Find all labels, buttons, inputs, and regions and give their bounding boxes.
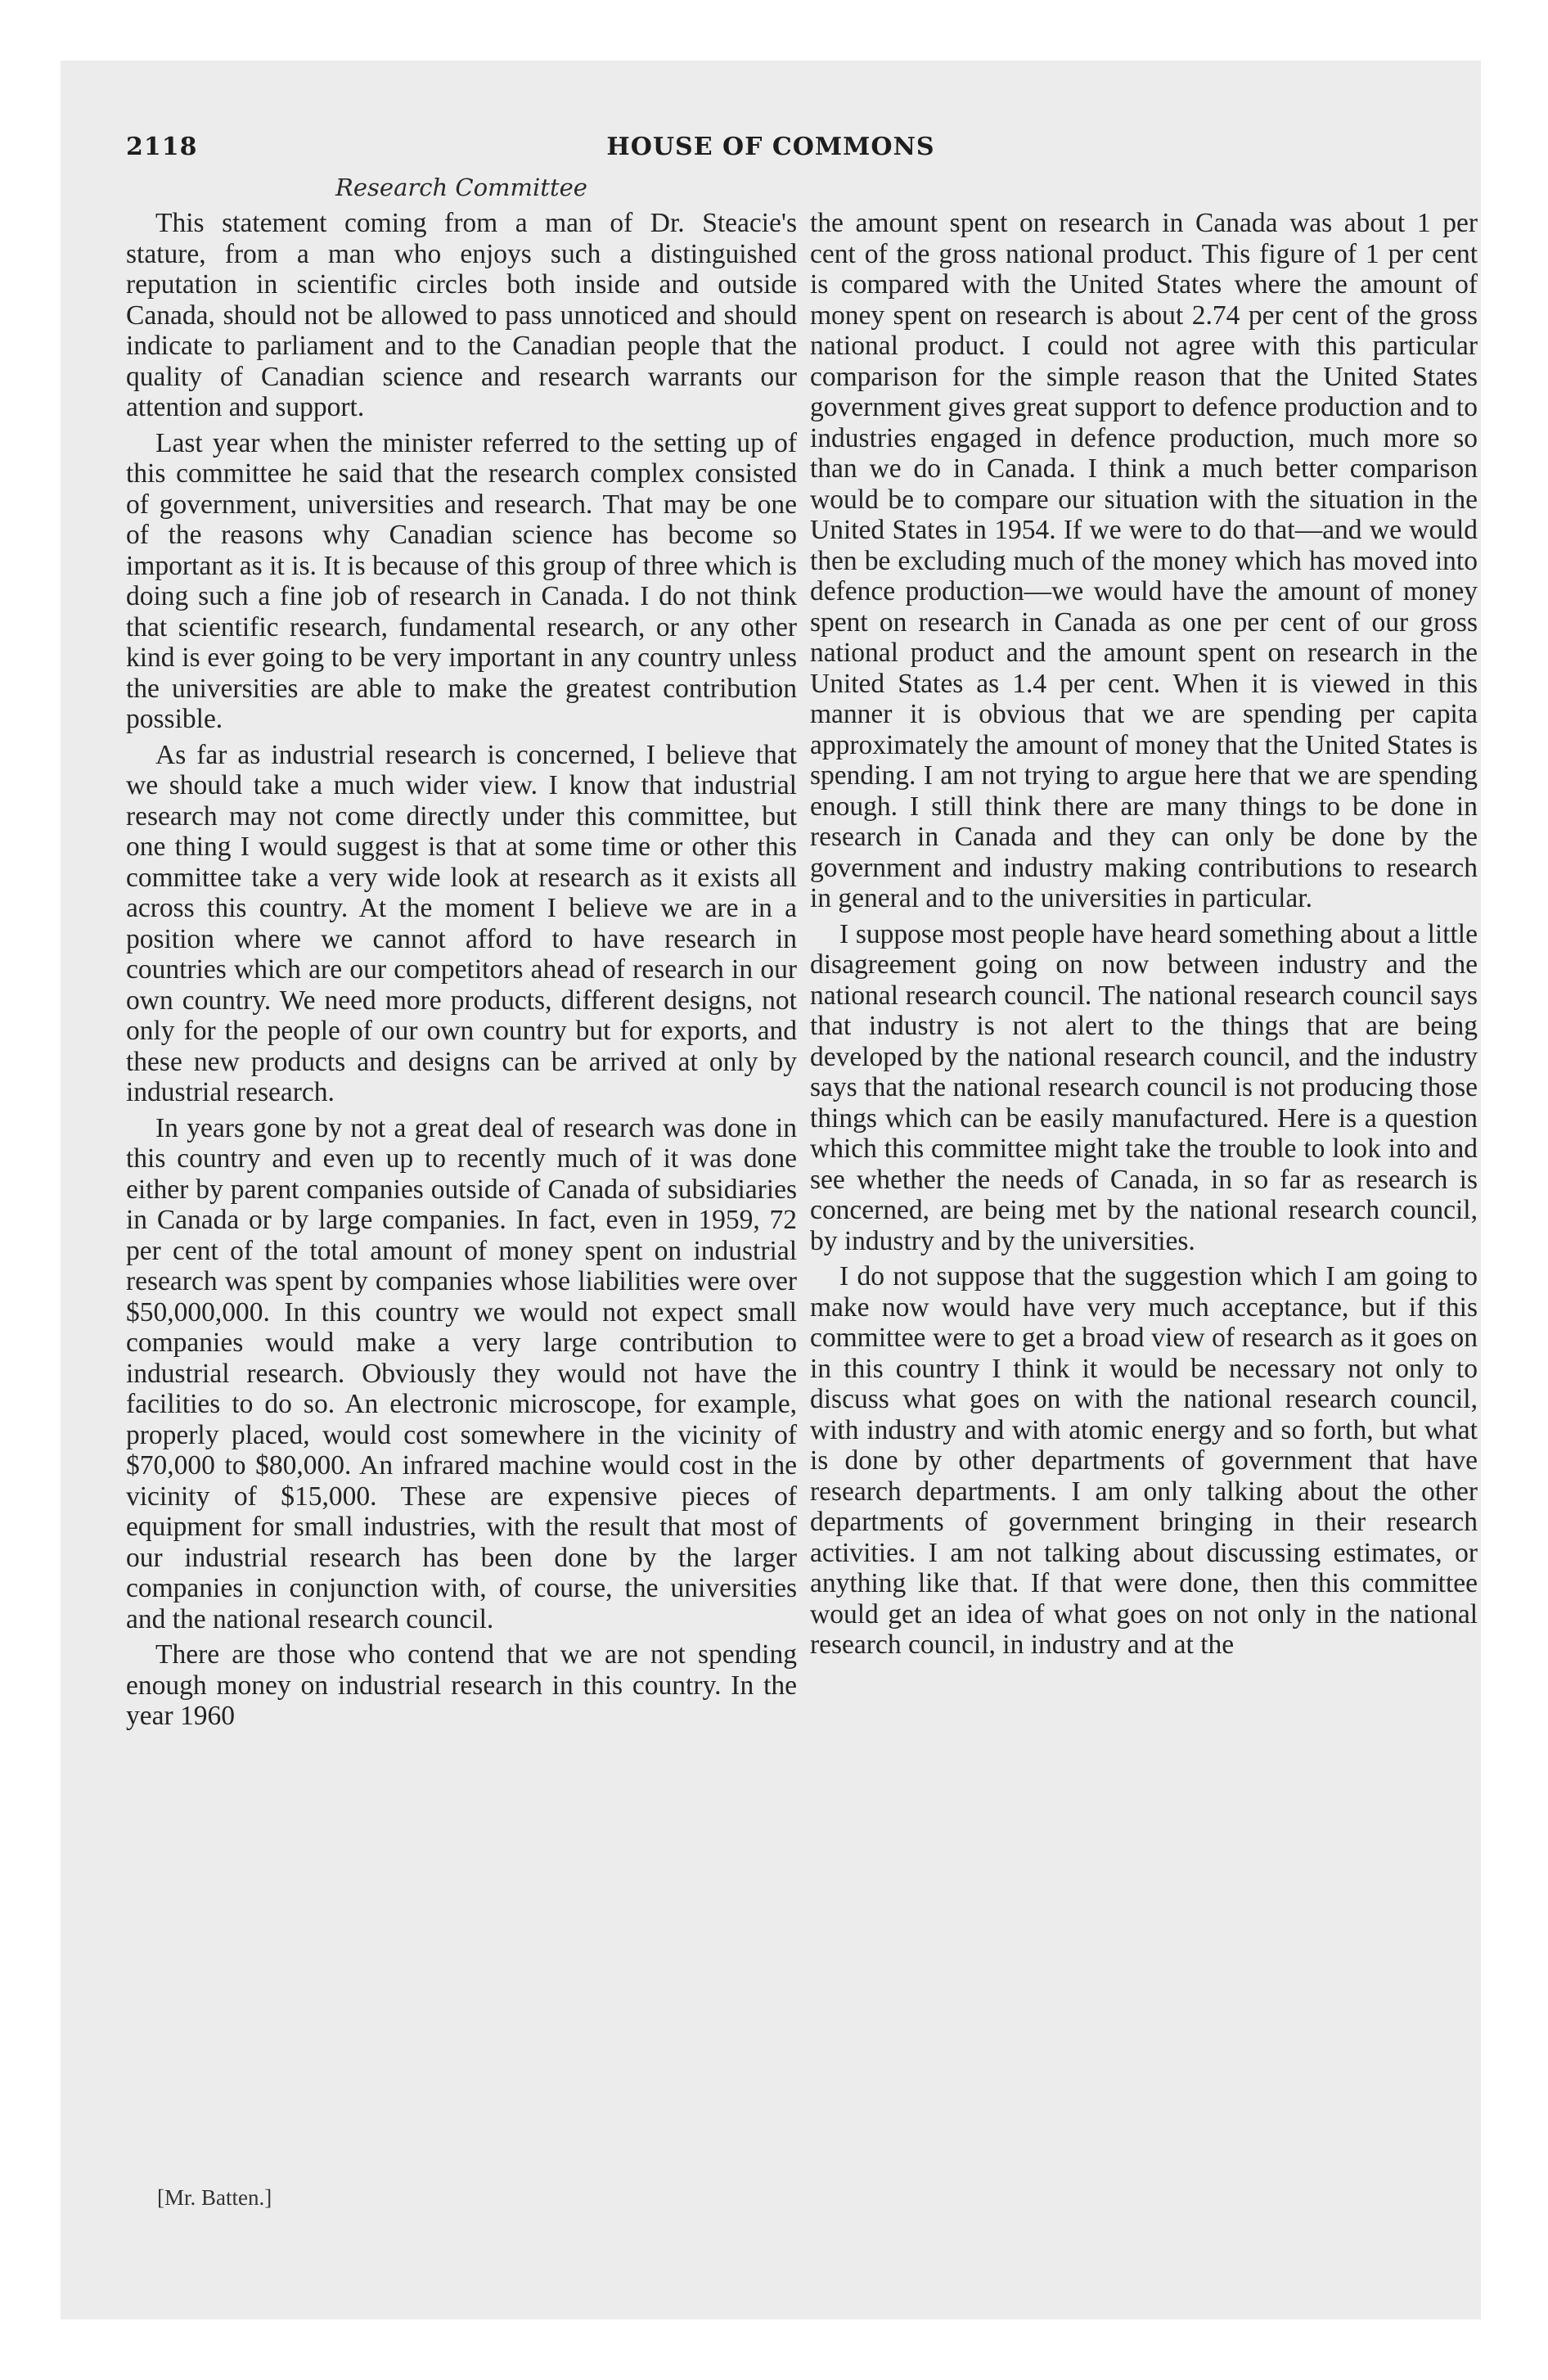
paragraph: In years gone by not a great deal of research was done in this country and even up to recently much of it was done either by parent companies outside of Canada of subsidiaries in Canada or by large companies. In fact, even in 1959, 72 per cent of the total amount of money spent on industrial research was spent by companies whose liabilities were over $50,000,000. In this country we would not expect small companies would make a very large contribution to industrial research. Obviously they would not have the facilities to do so. An electronic microscope, for example, properly placed, would cost somewhere in the vicinity of $70,000 to $80,000. An infrared machine would cost in the vicinity of $15,000. These are expensive pieces of equipment for small industries, with the result that most of our industrial research has been done by the larger companies in conjunction with, of course, the universities and the national research council. bbox=[126, 1112, 797, 1634]
paragraph: Last year when the minister referred to the setting up of this committee he said that the research complex consisted of government, universities and research. That may be one of the reasons why Canadian science has become so important as it is. It is because of this group of three which is doing such a fine job of research in Canada. I do not think that scientific research, fundamental research, or any other kind is ever going to be very important in any country unless the universities are able to make the greatest contribution possible. bbox=[126, 427, 797, 734]
section-title: Research Committee bbox=[335, 174, 587, 201]
page-number: 2118 bbox=[126, 133, 198, 161]
speaker-attribution: [Mr. Batten.] bbox=[157, 2185, 272, 2210]
left-column bbox=[126, 208, 797, 1732]
paragraph: As far as industrial research is concerned, I believe that we should take a much wider view. I know that industrial research may not come directly under this committee, but one thing I would suggest is that at some time or other this committee take a very wide look at research as it exists all across this country. At the moment I believe we are in a position where we cannot afford to have research in countries which are our competitors ahead of research in our own country. We need more products, different designs, not only for the people of our own country but for exports, and these new products and designs can be arrived at only by industrial research. bbox=[126, 739, 797, 1107]
running-head: HOUSE OF COMMONS bbox=[606, 133, 935, 161]
paragraph: I do not suppose that the suggestion which I am going to make now would have very much acceptance, but if this committee were to get a broad view of research as it goes on in this country I think it would be necessary not only to discuss what goes on with the national research council, with industry and with atomic energy and so forth, but what is done by other departments of government that have research departments. I am only talking about the other departments of government bringing in their research activities. I am not talking about discussing estimates, or anything like that. If that were done, then this committee would get an idea of what goes on not only in the national research council, in industry and at the bbox=[810, 1261, 1478, 1660]
page-sheet bbox=[61, 61, 1481, 2319]
paragraph: This statement coming from a man of Dr. Steacie's stature, from a man who enjoys such a distinguished reputation in scientific circles both inside and outside Canada, should not be allowed to pass unnoticed and should indicate to parliament and to the Canadian people that the quality of Canadian science and research warrants our attention and support. bbox=[126, 208, 797, 422]
paragraph: the amount spent on research in Canada was about 1 per cent of the gross national product. This figure of 1 per cent is compared with the United States where the amount of money spent on research is about 2.74 per cent of the gross national product. I could not agree with this particular comparison for the simple reason that the United States government gives great support to defence production and to industries engaged in defence production, much more so than we do in Canada. I think a much better comparison would be to compare our situation with the situation in the United States in 1954. If we were to do that—and we would then be excluding much of the money which has moved into defence production—we would have the amount of money spent on research in Canada as one per cent of our gross national product and the amount spent on research in the United States as 1.4 per cent. When it is viewed in this manner it is obvious that we are spending per capita approximately the amount of money that the United States is spending. I am not trying to argue here that we are spending enough. I still think there are many things to be done in research in Canada and they can only be done by the government and industry making contributions to research in general and to the universities in particular. bbox=[810, 208, 1478, 913]
paragraph: I suppose most people have heard something about a little disagreement going on now between industry and the national research council. The national research council says that industry is not alert to the things that are being developed by the national research council, and the industry says that the national research council is not producing those things which can be easily manufactured. Here is a question which this committee might take the trouble to look into and see whether the needs of Canada, in so far as research is concerned, are being met by the national research council, by industry and by the universities. bbox=[810, 918, 1478, 1256]
paragraph: There are those who contend that we are not spending enough money on industrial research in this country. In the year 1960 bbox=[126, 1639, 797, 1731]
right-column bbox=[810, 208, 1478, 1661]
